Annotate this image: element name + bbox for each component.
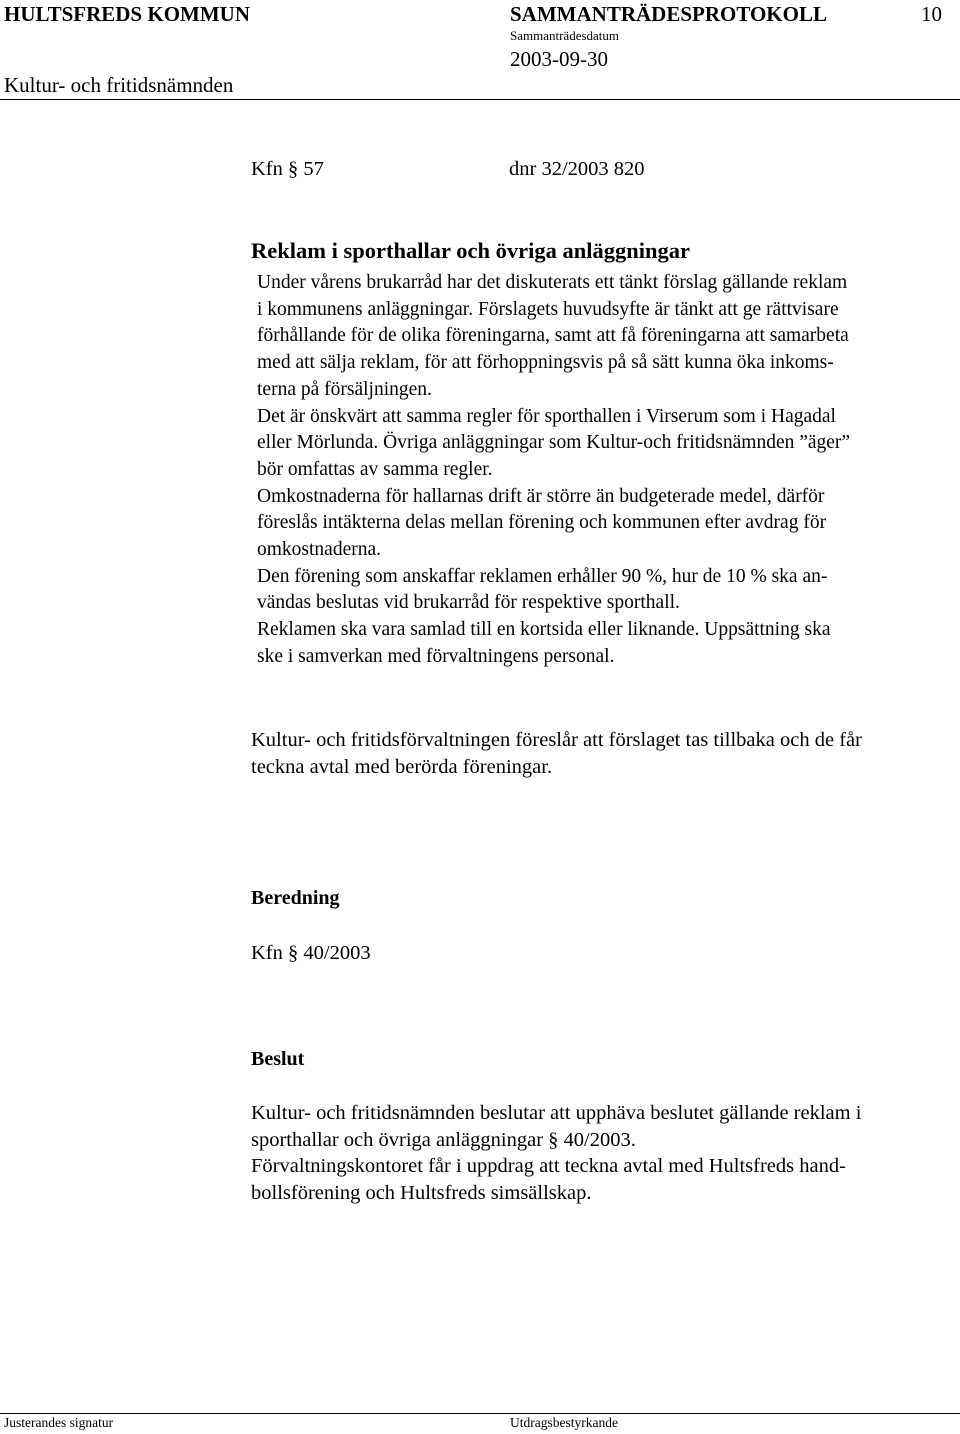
proposal-line: teckna avtal med berörda föreningar. <box>251 755 553 778</box>
beslut-line: Kultur- och fritidsnämnden beslutar att upphäva beslutet gällande reklam i <box>251 1102 862 1124</box>
beslut-text <box>251 1100 861 1207</box>
beslut-line: Förvaltningskontoret får i uppdrag att teckna avtal med Hultsfreds hand- <box>251 1155 846 1178</box>
body-line: bör omfattas av samma regler. <box>257 458 493 480</box>
proposal-line: Kultur- och fritidsförvaltningen föreslår att förslaget tas tillbaka och de får <box>251 729 862 751</box>
proposal-text <box>251 727 862 780</box>
municipality-name: HULTSFREDS KOMMUN <box>4 2 251 26</box>
body-line: omkostnaderna. <box>257 539 382 561</box>
body-line: förhållande för de olika föreningarna, samt att få föreningarna att samarbeta <box>257 325 849 347</box>
page-number: 10 <box>921 2 942 26</box>
signature-label: Justerandes signatur <box>4 1415 114 1430</box>
body-line: föreslås intäkterna delas mellan förening och kommunen efter avdrag för <box>257 512 827 534</box>
beredning-reference: Kfn § 40/2003 <box>251 942 371 964</box>
case-title: Reklam i sporthallar och övriga anläggningar <box>251 238 690 263</box>
body-line: vändas beslutas vid brukarråd för respektive sporthall. <box>257 592 680 614</box>
beslut-line: bollsförening och Hultsfreds simsällskap. <box>251 1182 592 1205</box>
body-line: ske i samverkan med förvaltningens personal. <box>257 645 615 667</box>
body-line: Omkostnaderna för hallarnas drift är större än budgeterade medel, därför <box>257 485 825 507</box>
beslut-heading: Beslut <box>251 1048 305 1070</box>
beslut-line: sporthallar och övriga anläggningar § 40/2003. <box>251 1128 636 1151</box>
header-rule <box>0 99 960 100</box>
body-line: Det är önskvärt att samma regler för sporthallen i Virserum som i Hagadal <box>257 405 836 427</box>
body-line: terna på försäljningen. <box>257 378 432 400</box>
case-dnr: dnr 32/2003 820 <box>509 158 645 180</box>
body-line: Reklamen ska vara samlad till en kortsida eller liknande. Uppsättning ska <box>257 619 831 641</box>
body-line: Den förening som anskaffar reklamen erhåller 90 %, hur de 10 % ska an- <box>257 565 828 587</box>
footer-rule <box>0 1413 960 1414</box>
date-label: Sammanträdesdatum <box>510 28 620 43</box>
body-line: med att sälja reklam, för att förhoppningsvis på så sätt kunna öka inkoms- <box>257 352 834 374</box>
meeting-date: 2003-09-30 <box>510 47 608 71</box>
body-line: Under vårens brukarråd har det diskuterats ett tänkt förslag gällande reklam <box>257 272 848 293</box>
body-text <box>257 270 850 671</box>
beredning-heading: Beredning <box>251 887 340 909</box>
body-line: eller Mörlunda. Övriga anläggningar som Kultur-och fritidsnämnden ”äger” <box>257 432 851 454</box>
certification-label: Utdragsbestyrkande <box>510 1415 618 1430</box>
body-line: i kommunens anläggningar. Förslagets huvudsyfte är tänkt att ge rättvisare <box>257 298 839 320</box>
document-type: SAMMANTRÄDESPROTOKOLL <box>510 2 827 26</box>
case-reference: Kfn § 57 <box>251 158 324 180</box>
committee-name: Kultur- och fritidsnämnden <box>4 73 234 97</box>
